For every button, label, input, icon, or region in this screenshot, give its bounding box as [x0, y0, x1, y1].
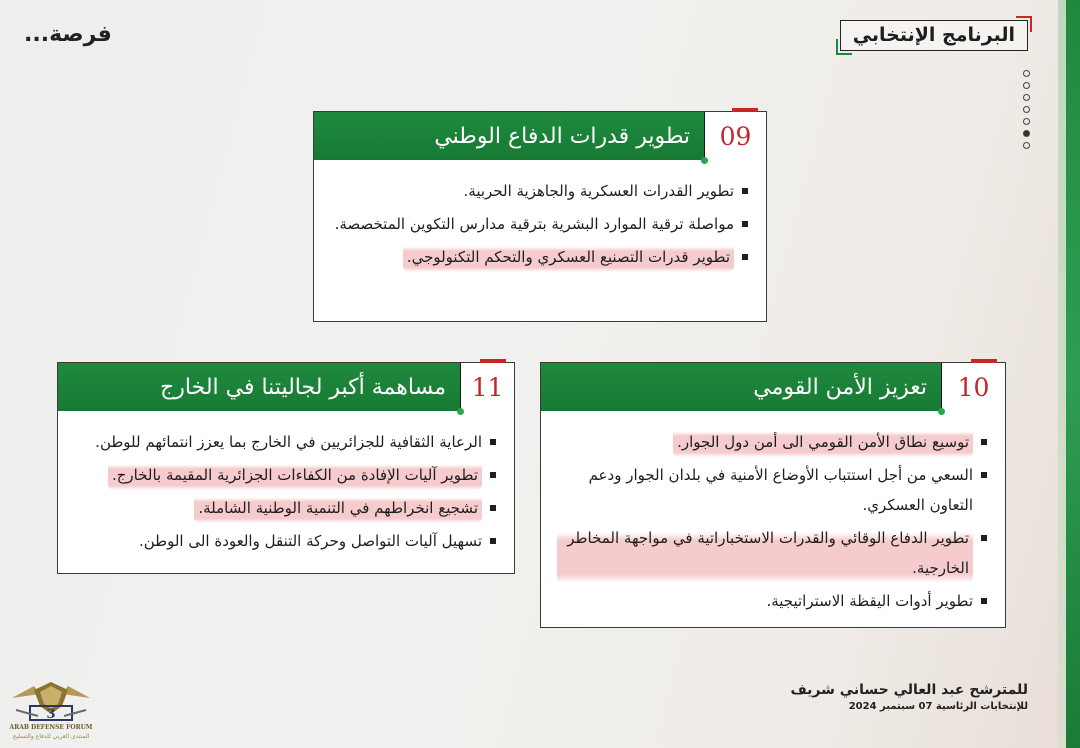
list-item-text-highlighted: تطوير الدفاع الوقائي والقدرات الاستخباراتية في مواجهة المخاطر الخارجية. [557, 523, 973, 583]
page-dot[interactable] [1023, 82, 1030, 89]
logo-text-ar: المنتدى العربي للدفاع والتسليح [12, 733, 90, 740]
bullet-icon [742, 254, 748, 260]
card-diaspora [57, 362, 515, 574]
card-body [314, 160, 766, 321]
list-item [330, 176, 748, 206]
list-item-text-highlighted: توسيع نطاق الأمن القومي الى أمن دول الجوار. [673, 427, 973, 457]
card-header [58, 363, 514, 411]
list-item-text: تطوير أدوات اليقظة الاستراتيجية. [766, 592, 973, 610]
bullet-icon [981, 598, 987, 604]
svg-text:3: 3 [46, 707, 56, 722]
list-item-text: تطوير القدرات العسكرية والجاهزية الحربية. [463, 182, 734, 200]
list-item [557, 460, 987, 520]
slogan-text: فرصة... [24, 22, 112, 47]
bullet-icon [742, 188, 748, 194]
list-item [74, 493, 496, 523]
list-item [74, 460, 496, 490]
card-number: 09 [704, 112, 766, 160]
bullet-icon [490, 439, 496, 445]
page-dot[interactable] [1023, 94, 1030, 101]
page-dot[interactable] [1023, 70, 1030, 77]
list-item-text-highlighted: تطوير قدرات التصنيع العسكري والتحكم التكنولوجي. [403, 242, 734, 272]
bullet-icon [981, 472, 987, 478]
list-item [557, 523, 987, 583]
side-stripe [1066, 0, 1080, 748]
page-dot[interactable] [1023, 142, 1030, 149]
card-number: 10 [941, 363, 1005, 411]
page-dot[interactable] [1023, 106, 1030, 113]
card-number: 11 [460, 363, 514, 411]
list-item [557, 427, 987, 457]
bullet-icon [981, 535, 987, 541]
bullet-icon [981, 439, 987, 445]
list-item-text: مواصلة ترقية الموارد البشرية بترقية مدارس التكوين المتخصصة. [334, 215, 734, 233]
list-item-text-highlighted: تطوير آليات الإفادة من الكفاءات الجزائرية المقيمة بالخارج. [108, 460, 482, 490]
list-item-text: الرعاية الثقافية للجزائريين في الخارج بما يعزز انتمائهم للوطن. [95, 433, 482, 451]
card-title: مساهمة أكبر لجاليتنا في الخارج [160, 374, 446, 400]
card-title: تعزيز الأمن القومي [753, 374, 927, 400]
list-item [557, 586, 987, 616]
card-body [58, 411, 514, 573]
side-stripe-light [1058, 0, 1066, 748]
page-dot-active[interactable] [1023, 130, 1030, 137]
list-item-text: السعي من أجل استتباب الأوضاع الأمنية في بلدان الجوار ودعم التعاون العسكري. [588, 466, 973, 514]
program-title: البرنامج الإنتخابي [840, 20, 1028, 51]
bullet-icon [490, 472, 496, 478]
logo-text-en: ARAB DEFENSE FORUM [9, 724, 93, 731]
page-indicator [1023, 70, 1030, 149]
card-national-defense [313, 111, 767, 322]
list-item-text-highlighted: تشجيع انخراطهم في التنمية الوطنية الشاملة. [194, 493, 482, 523]
list-item [74, 427, 496, 457]
card-header [541, 363, 1005, 411]
card-title: تطوير قدرات الدفاع الوطني [434, 123, 690, 149]
card-body [541, 411, 1005, 627]
list-item [330, 242, 748, 272]
bullet-icon [490, 538, 496, 544]
bullet-icon [490, 505, 496, 511]
list-item [74, 526, 496, 556]
election-date: للإنتخابات الرئاسية 07 سبتمبر 2024 [848, 701, 1028, 712]
card-national-security [540, 362, 1006, 628]
list-item [330, 209, 748, 239]
card-header [314, 112, 766, 160]
candidate-signature [790, 682, 1028, 712]
candidate-name: للمترشح عبد العالي حساني شريف [790, 682, 1028, 698]
bullet-icon [742, 221, 748, 227]
page-dot[interactable] [1023, 118, 1030, 125]
list-item-text: تسهيل آليات التواصل وحركة التنقل والعودة الى الوطن. [138, 532, 482, 550]
